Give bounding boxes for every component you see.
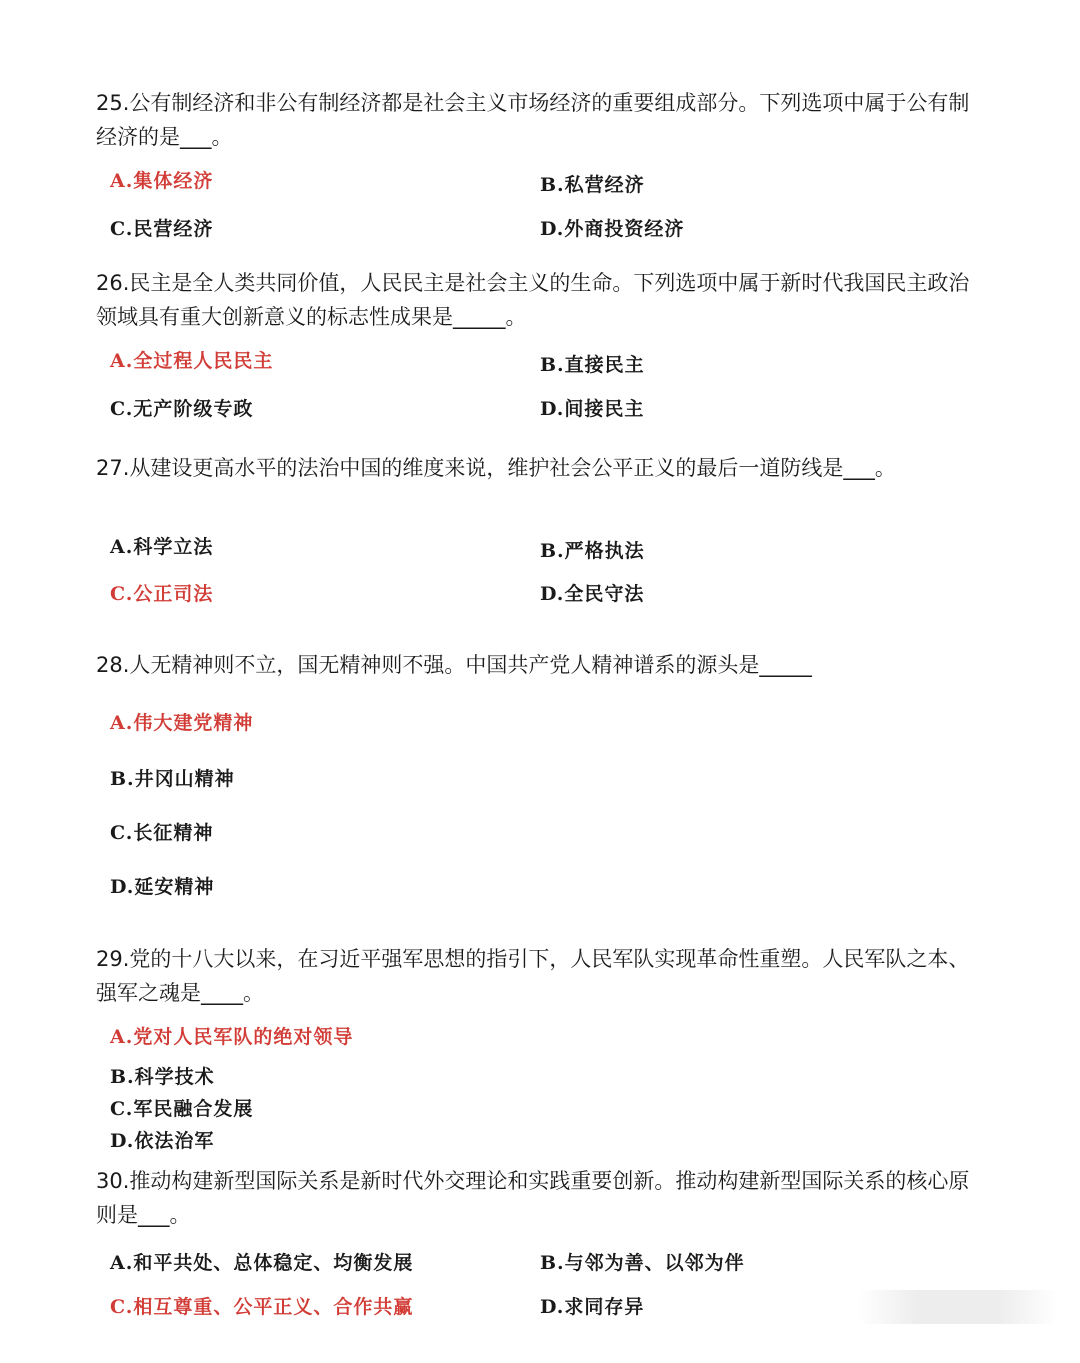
q26-option-d: D.间接民主 bbox=[540, 398, 645, 420]
q27-option-d: D.全民守法 bbox=[540, 583, 645, 605]
q25-option-b: B.私营经济 bbox=[540, 174, 645, 196]
q27-option-b: B.严格执法 bbox=[540, 540, 645, 562]
question-28: 28.人无精神则不立，国无精神则不强。中国共产党人精神谱系的源头是_____ bbox=[96, 653, 812, 677]
q25-option-c: C.民营经济 bbox=[110, 218, 214, 240]
question-26: 26.民主是全人类共同价值，人民民主是社会主义的生命。下列选项中属于新时代我国民主政治领域具有重大创新意义的标志性成果是_____。 bbox=[96, 271, 970, 329]
question-25: 25.公有制经济和非公有制经济都是社会主义市场经济的重要组成部分。下列选项中属于公有制经济的是___。 bbox=[96, 91, 970, 149]
question-27: 27.从建设更高水平的法治中国的维度来说，维护社会公平正义的最后一道防线是___。 bbox=[96, 456, 896, 480]
question-29: 29.党的十八大以来，在习近平强军思想的指引下，人民军队实现革命性重塑。人民军队之本、强军之魂是____。 bbox=[96, 947, 970, 1005]
q29-option-c: C.军民融合发展 bbox=[110, 1098, 254, 1120]
q29-option-b: B.科学技术 bbox=[110, 1066, 215, 1088]
q28-option-c: C.长征精神 bbox=[110, 822, 214, 844]
q28-option-d: D.延安精神 bbox=[110, 876, 215, 898]
q26-option-c: C.无产阶级专政 bbox=[110, 398, 254, 420]
q27-option-c: C.公正司法 bbox=[110, 583, 214, 605]
q29-option-d: D.依法治军 bbox=[110, 1130, 215, 1152]
q28-option-a: A.伟大建党精神 bbox=[110, 712, 254, 734]
q27-option-a: A.科学立法 bbox=[110, 536, 214, 558]
q30-option-a: A.和平共处、总体稳定、均衡发展 bbox=[110, 1252, 414, 1274]
q25-option-d: D.外商投资经济 bbox=[540, 218, 685, 240]
q29-option-a: A.党对人民军队的绝对领导 bbox=[110, 1026, 354, 1048]
q30-option-c: C.相互尊重、公平正义、合作共赢 bbox=[110, 1296, 414, 1318]
question-30: 30.推动构建新型国际关系是新时代外交理论和实践重要创新。推动构建新型国际关系的核心原则是___。 bbox=[96, 1169, 970, 1227]
q28-option-b: B.井冈山精神 bbox=[110, 768, 235, 790]
watermark-overlay bbox=[858, 1290, 1058, 1324]
q30-option-d: D.求同存异 bbox=[540, 1296, 645, 1318]
q30-option-b: B.与邻为善、以邻为伴 bbox=[540, 1252, 745, 1274]
q26-option-a: A.全过程人民民主 bbox=[110, 350, 274, 372]
q25-option-a: A.集体经济 bbox=[110, 170, 214, 192]
q26-option-b: B.直接民主 bbox=[540, 354, 645, 376]
